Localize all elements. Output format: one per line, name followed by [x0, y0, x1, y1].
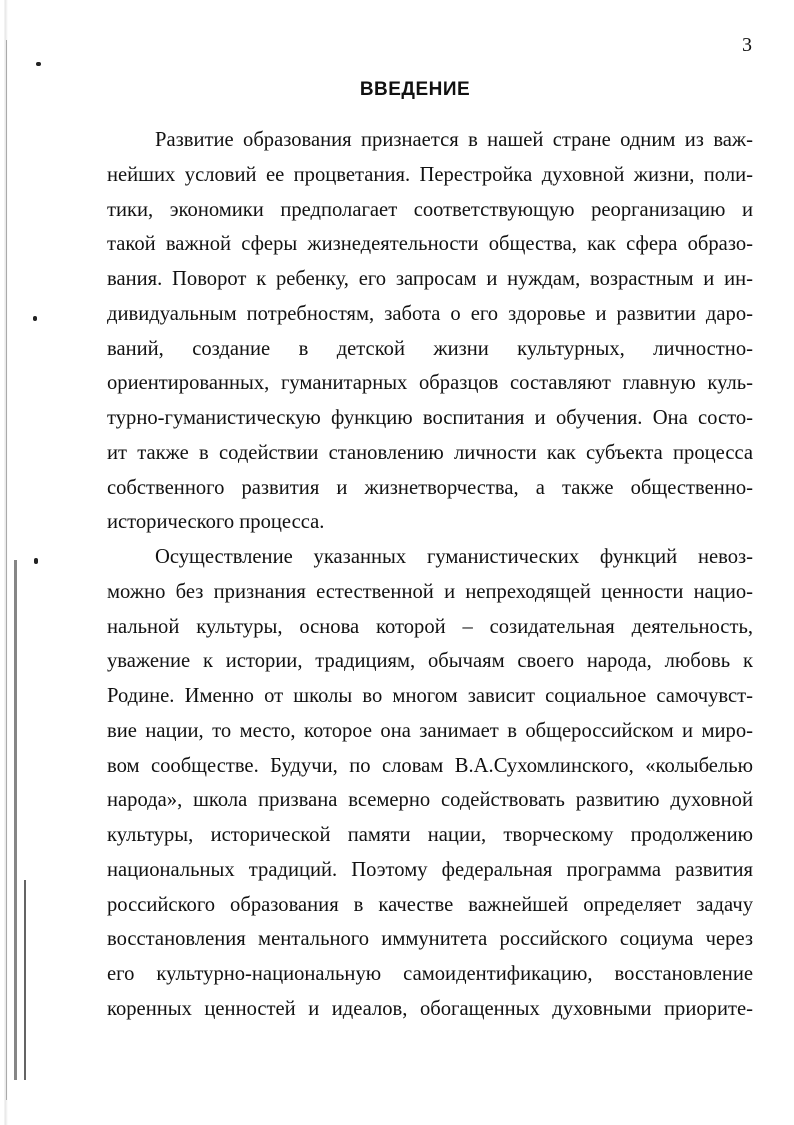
text-line: Развитие образования признается в нашей стране одним из важ-	[155, 129, 753, 151]
page-number: 3	[742, 34, 752, 56]
document-body	[107, 123, 753, 1027]
text-line: вие нации, то место, которое она занимает в общероссийском и миро-	[107, 719, 753, 742]
scan-artifact-mark	[36, 62, 41, 66]
text-line: дивидуальным потребностям, забота о его здоровье и развитии даро-	[107, 302, 753, 325]
text-line: коренных ценностей и идеалов, обогащенных духовными приорите-	[107, 997, 753, 1020]
scan-artifact-mark	[33, 316, 37, 321]
text-line: уважение к истории, традициям, обычаям своего народа, любовь к	[107, 650, 753, 673]
text-line: национальных традиций. Поэтому федеральная программа развития	[107, 858, 753, 881]
text-line: можно без признания естественной и непреходящей ценности нацио-	[107, 580, 753, 603]
text-line: ваний, создание в детской жизни культурных, личностно-	[107, 337, 753, 360]
text-line: российского образования в качестве важнейшей определяет задачу	[107, 893, 753, 916]
scan-artifact-mark	[34, 558, 38, 564]
paragraph	[107, 540, 753, 1027]
text-line: Осуществление указанных гуманистических функций невоз-	[155, 546, 753, 568]
text-line: исторического процесса.	[107, 511, 325, 534]
text-line: собственного развития и жизнетворчества, а также общественно-	[107, 476, 753, 499]
text-line: ориентированных, гуманитарных образцов составляют главную куль-	[107, 372, 753, 395]
section-heading: ВВЕДЕНИЕ	[359, 79, 471, 100]
text-line: народа», школа призвана всемерно содействовать развитию духовной	[107, 789, 753, 812]
text-line: вом сообществе. Будучи, по словам В.А.Сухомлинского, «колыбелью	[107, 754, 753, 777]
scan-artifact-line	[6, 40, 7, 1100]
text-line: тики, экономики предполагает соответствующую реорганизацию и	[107, 198, 753, 221]
text-line: восстановления ментального иммунитета российского социума через	[107, 928, 753, 951]
text-line: его культурно-национальную самоидентификацию, восстановление	[107, 963, 753, 985]
text-line: вания. Поворот к ребенку, его запросам и нуждам, возрастным и ин-	[107, 268, 753, 290]
scan-artifact-line	[14, 560, 17, 1080]
text-line: турно-гуманистическую функцию воспитания и обучения. Она состо-	[107, 407, 753, 429]
text-line: нальной культуры, основа которой – созидательная деятельность,	[107, 615, 753, 638]
paragraph	[107, 123, 753, 540]
text-line: Родине. Именно от школы во многом зависит социальное самочувст-	[107, 685, 753, 707]
text-line: нейших условий ее процветания. Перестройка духовной жизни, поли-	[107, 163, 753, 186]
text-line: культуры, исторической памяти нации, творческому продолжению	[107, 824, 753, 846]
scan-artifact-line	[24, 880, 26, 1080]
text-line: такой важной сферы жизнедеятельности общества, как сфера образо-	[107, 233, 753, 256]
text-line: ит также в содействии становлению личности как субъекта процесса	[107, 441, 753, 464]
